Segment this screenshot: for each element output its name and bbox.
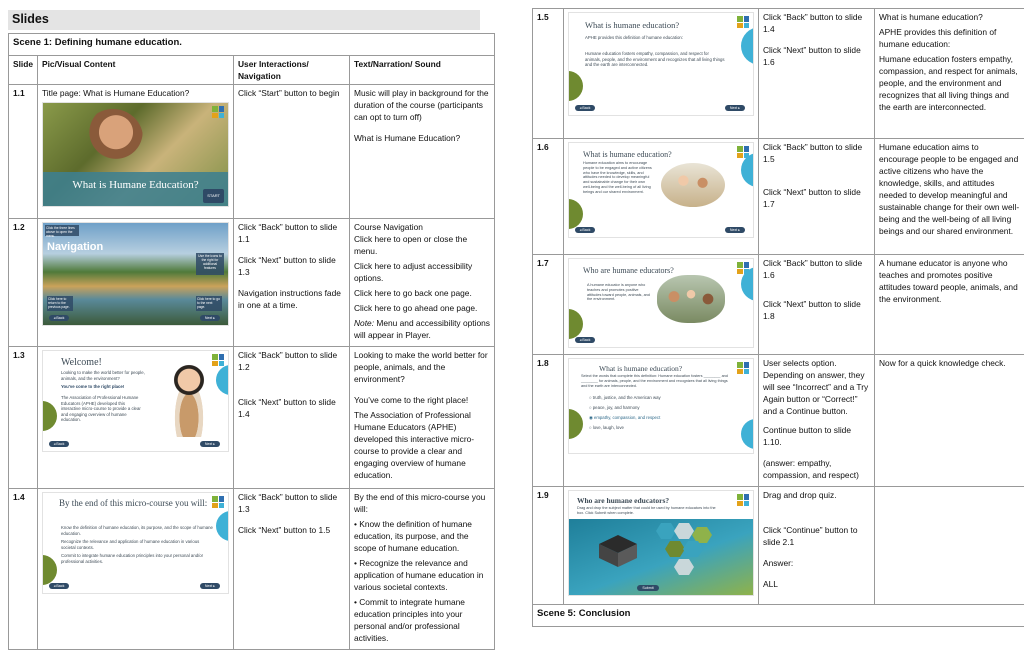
nav-text: Click “Next” button to 1.5 (238, 524, 345, 536)
aphe-logo-icon (737, 362, 749, 374)
narration-cell (350, 219, 495, 347)
next-button[interactable]: Next ▸ (725, 227, 745, 233)
visual-cell (564, 255, 759, 355)
narration-cell (350, 347, 495, 489)
narration-note (354, 317, 490, 341)
back-button[interactable]: ◂ Back (575, 105, 595, 111)
narration-cell (875, 355, 1024, 487)
slide-number: 1.4 (9, 489, 38, 650)
nav-text: Click “Back” button to slide 1.6 (763, 257, 870, 281)
col-header-slide: Slide (9, 56, 38, 85)
thumb-bullet: Know the definition of humane education, its purpose, and the scope of humane education. (61, 525, 213, 536)
narration-text: By the end of this micro-course you will: (354, 491, 490, 515)
nav-text: Click “Next” button to slide 1.7 (763, 186, 870, 210)
next-button[interactable]: Next ▸ (200, 441, 220, 447)
slide-number: 1.7 (533, 255, 564, 355)
nav-text: Click “Next” button to slide 1.8 (763, 298, 870, 322)
narration-text: What is humane education? (879, 11, 1020, 23)
narration-cell (875, 255, 1024, 355)
scene-title: Scene 5: Conclusion (533, 605, 1024, 627)
back-button[interactable]: ◂ Back (49, 315, 69, 321)
nav-text: ALL (763, 578, 870, 590)
thumb-body: The Association of Professional Humane Educators (APHE) developed this interactive micro-course to provide a clear and engaging overview of humane education. (61, 395, 143, 423)
table-row (9, 85, 495, 219)
thumb-title: Who are humane educators? (583, 265, 674, 277)
narration-bullet: • Know the definition of humane education, its purpose, and the scope of humane education. (354, 518, 490, 554)
slide-number: 1.9 (533, 487, 564, 605)
thumb-body: Humane education fosters empathy, compassion, and respect for animals, people, and the environment and recognizes that all living things and the earth are interconnected. (585, 51, 725, 68)
narration-text: Humane education aims to encourage people to be engaged and active citizens who have the knowledge, skills, and attitudes needed to develop meaningful and sustainable change for their own well-being and the well-being of all living beings and our shared environment. (879, 141, 1020, 237)
narration-cell (350, 489, 495, 650)
nav-text: Click “Next” button to slide 1.6 (763, 44, 870, 68)
nav-cell (759, 139, 875, 255)
slide-number: 1.5 (533, 9, 564, 139)
narration-bullet: • Recognize the relevance and application of humane education in various societal contexts. (354, 557, 490, 593)
slide-thumbnail (42, 350, 229, 452)
col-header-narration: Text/Narration/ Sound (350, 56, 495, 85)
quiz-option[interactable]: ◉ empathy, compassion, and respect (589, 415, 719, 421)
nav-cell (759, 355, 875, 487)
nav-text: Navigation instructions fade in one at a time. (238, 287, 345, 311)
nav-text: Click “Back” button to slide 1.3 (238, 491, 345, 515)
thumb-bullet: Commit to integrate humane education principles into your personal and/or professional activities. (61, 553, 213, 564)
table-row (533, 487, 1024, 605)
narration-text: The Association of Professional Humane Educators (APHE) developed this interactive micro-course to provide a clear and engaging overview of humane education. (354, 409, 490, 481)
table-row (533, 9, 1024, 139)
nav-cell (759, 255, 875, 355)
narration-text: What is Humane Education? (354, 132, 490, 144)
educators-group-photo (657, 275, 725, 323)
narration-text: A humane educator is anyone who teaches and promotes positive attitudes toward people, animals, and the environment. (879, 257, 1020, 305)
visual-cell (38, 85, 234, 219)
visual-cell (38, 219, 234, 347)
thumb-title: Who are humane educators? (577, 495, 669, 507)
narration-text: APHE provides this definition of humane education: (879, 26, 1020, 50)
nav-text: Click “Back” button to slide 1.1 (238, 221, 345, 245)
back-button[interactable]: ◂ Back (575, 227, 595, 233)
thumb-subtitle: Looking to make the world better for people, animals, and the environment? (61, 370, 161, 381)
document-page-1 (0, 0, 512, 625)
narration-text: Click here to go ahead one page. (354, 302, 490, 314)
nav-text: Click “Next” button to slide 1.3 (238, 254, 345, 278)
narration-cell (875, 139, 1024, 255)
back-button[interactable]: ◂ Back (49, 441, 69, 447)
slide-number: 1.3 (9, 347, 38, 489)
slide-thumbnail (568, 490, 754, 596)
visual-cell (564, 139, 759, 255)
aphe-logo-icon (212, 354, 224, 366)
narration-text: You’ve come to the right place! (354, 394, 490, 406)
visual-cell (564, 9, 759, 139)
drop-box-icon[interactable] (597, 533, 639, 569)
thumb-title: What is Humane Education? (43, 179, 228, 191)
scene-title: Scene 1: Defining humane education. (9, 34, 495, 56)
narration-text: Now for a quick knowledge check. (879, 357, 1020, 369)
visual-cell (564, 355, 759, 487)
aphe-logo-icon (212, 496, 224, 508)
menu-hint: Click the three lines above to open the menu. (45, 225, 79, 236)
narration-text: Click here to adjust accessibility options. (354, 260, 490, 284)
table-row (533, 605, 1024, 627)
slide-thumbnail (568, 12, 754, 116)
note-text: Menu and accessibility options will appear in Player. (354, 318, 490, 340)
thumb-title: What is humane education? (585, 19, 679, 31)
nav-cell (234, 85, 350, 219)
back-button[interactable]: ◂ Back (575, 337, 595, 343)
thumb-title: Navigation (47, 241, 103, 253)
child-with-frog-photo (83, 109, 143, 167)
nav-text: Click “Start” button to begin (238, 87, 345, 99)
visual-cell (564, 487, 759, 605)
slide-number: 1.1 (9, 85, 38, 219)
table-row (9, 489, 495, 650)
thumb-title: What is humane education? (583, 149, 672, 161)
thumb-title: What is humane education? (599, 363, 682, 375)
quiz-option[interactable]: ○ truth, justice, and the American way (589, 395, 719, 401)
next-button[interactable]: Next ▸ (200, 583, 220, 589)
nav-cell (759, 9, 875, 139)
note-label: Note: (354, 318, 374, 328)
thumb-bullet: Recognize the relevance and application of humane education in various societal contexts. (61, 539, 213, 550)
slide-number: 1.8 (533, 355, 564, 487)
nav-text: Click “Continue” button to slide 2.1 (763, 524, 870, 548)
table-row (533, 255, 1024, 355)
nav-text: Answer: (763, 557, 870, 569)
title-banner (43, 172, 228, 206)
narration-cell (875, 9, 1024, 139)
narration-bullet: • Commit to integrate humane education principles into your personal and/or professional activities. (354, 596, 490, 644)
col-header-visual: Pic/Visual Content (38, 56, 234, 85)
visual-description: Title page: What is Humane Education? (42, 87, 229, 99)
back-hint: Click here to return to the previous page. (47, 296, 73, 311)
thumb-bold: You've come to the right place! (61, 384, 161, 390)
narration-text: Click here to go back one page. (354, 287, 490, 299)
storyboard-table-2 (532, 8, 1024, 627)
slide-thumbnail (568, 258, 754, 348)
nav-text: Click “Back” button to slide 1.4 (763, 11, 870, 35)
thumb-question: Select the words that complete this definition: Humane education fosters ________ and ________ for animals, people, and the environment and recognizes that all living things and the earth are interconnected. (581, 374, 731, 388)
narration-text: Humane education fosters empathy, compassion, and respect for animals, people, and the environment and recognizes that all living things and the earth are interconnected. (879, 53, 1020, 113)
aphe-logo-icon (212, 106, 224, 118)
nav-text: User selects option. Depending on answer, they will see “Incorrect” and a Try Again button or “Correct!” and a Continue button. (763, 357, 870, 417)
section-heading: Slides (8, 10, 480, 30)
nav-text: Click “Back” button to slide 1.5 (763, 141, 870, 165)
thumb-instructions: Drag and drop the subject matter that could be used by humane educators into the box. Click Submit when complete. (577, 506, 717, 516)
narration-text: Music will play in background for the duration of the course (participants can opt to turn off) (354, 87, 490, 123)
slide-thumbnail (42, 102, 229, 207)
next-hint: Click here to go to the next page. (196, 296, 222, 311)
thumb-body: A humane educator is anyone who teaches and promotes positive attitudes toward people, animals, and the environment. (587, 283, 651, 302)
aphe-logo-icon (737, 16, 749, 28)
thumb-body: Humane education aims to encourage people to be engaged and active citizens who have the knowledge, skills, and attitudes needed to develop meaningful and sustainable change for their own well-being and the well-being of all living beings and our shared environment. (583, 161, 653, 195)
table-row (533, 355, 1024, 487)
slide-thumbnail (568, 142, 754, 238)
table-row (9, 219, 495, 347)
storyboard-table-1 (8, 33, 495, 650)
visual-cell (38, 347, 234, 489)
thumb-title: Welcome! (61, 357, 102, 369)
narration-text: Course Navigation (354, 221, 490, 233)
nav-text: Click “Next” button to slide 1.4 (238, 396, 345, 420)
slide-thumbnail (568, 358, 754, 454)
col-header-interactions: User Interactions/ Navigation (234, 56, 350, 85)
submit-button[interactable]: Submit (637, 585, 659, 591)
quiz-option[interactable]: ○ peace, joy, and harmony (589, 405, 719, 411)
slide-thumbnail (42, 492, 229, 594)
nav-text: Drag and drop quiz. (763, 489, 870, 501)
child-with-puppy-photo (167, 361, 211, 437)
nav-cell (234, 489, 350, 650)
slide-number: 1.6 (533, 139, 564, 255)
table-row (9, 347, 495, 489)
thumb-subtitle: APHE provides this definition of humane education: (585, 35, 735, 41)
subject-hexagons[interactable] (651, 521, 715, 579)
nav-cell (234, 219, 350, 347)
next-button[interactable]: Next ▸ (200, 315, 220, 321)
nav-text: (answer: empathy, compassion, and respect) (763, 457, 870, 481)
quiz-option[interactable]: ○ love, laugh, love (589, 425, 719, 431)
narration-cell (350, 85, 495, 219)
thumb-title: By the end of this micro-course you will: (59, 497, 209, 509)
slide-number: 1.2 (9, 219, 38, 347)
slide-thumbnail (42, 222, 229, 326)
back-button[interactable]: ◂ Back (49, 583, 69, 589)
visual-cell (38, 489, 234, 650)
start-button[interactable]: START (203, 189, 224, 203)
children-gardening-photo (661, 163, 725, 207)
table-row (533, 139, 1024, 255)
nav-text: Continue button to slide 1.10. (763, 424, 870, 448)
narration-text: Click here to open or close the menu. (354, 233, 490, 257)
narration-cell (875, 487, 1024, 605)
document-page-2 (512, 0, 1024, 625)
narration-text: Looking to make the world better for people, animals, and the environment? (354, 349, 490, 385)
features-hint: Use the icons to the right for additional features (196, 253, 224, 275)
aphe-logo-icon (737, 494, 749, 506)
nav-cell (234, 347, 350, 489)
nav-text: Click “Back” button to slide 1.2 (238, 349, 345, 373)
nav-cell (759, 487, 875, 605)
next-button[interactable]: Next ▸ (725, 105, 745, 111)
